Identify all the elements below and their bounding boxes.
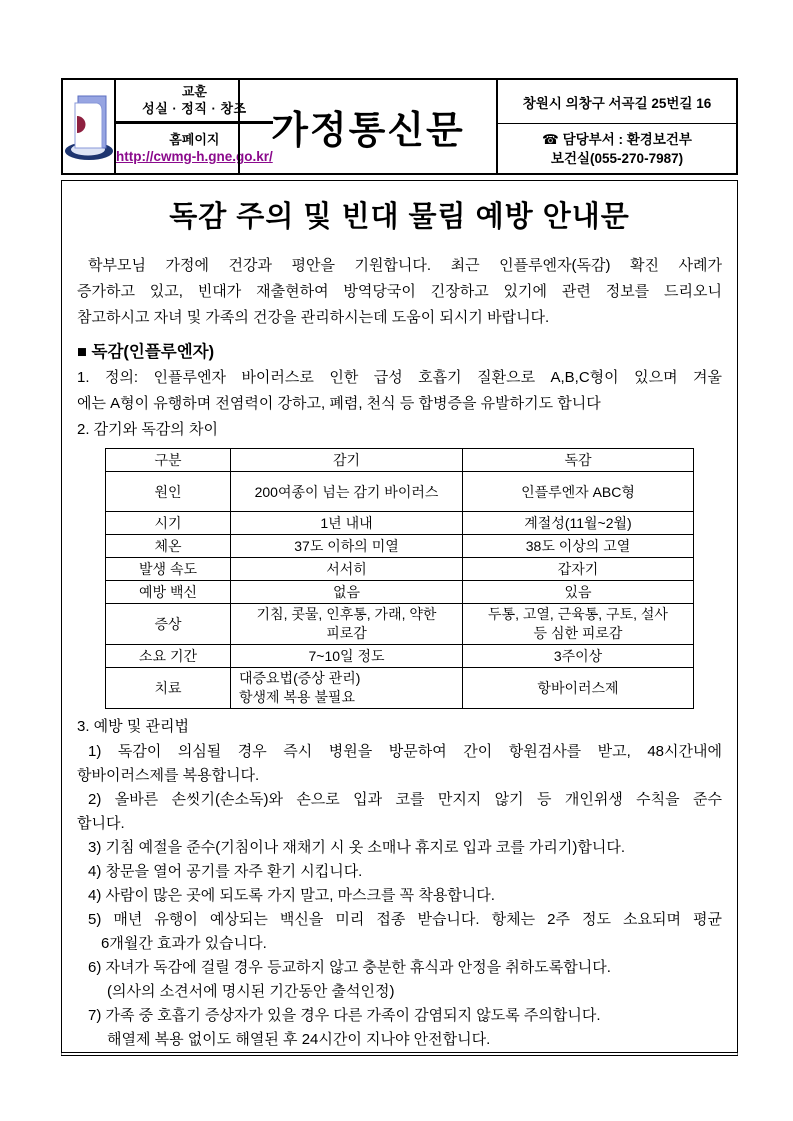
school-logo-icon — [64, 93, 114, 161]
flu-cell — [463, 604, 694, 645]
cold-cell: 37도 이하의 미열 — [231, 535, 463, 558]
document-body — [61, 180, 738, 1056]
flu-cell: 항바이러스제 — [463, 668, 694, 709]
prevention-item — [77, 788, 722, 836]
cold-cell: 없음 — [231, 581, 463, 604]
flu-cell: 계절성(11월~2월) — [463, 512, 694, 535]
department-info — [542, 130, 692, 149]
doc-type-title: 가정통신문 — [238, 80, 496, 173]
text-line: 2) 올바른 손씻기(손소독)와 손으로 입과 코를 만지지 않기 등 개인위생 수칙을 준수 — [88, 791, 722, 808]
table-header-row — [106, 449, 694, 472]
row-label: 증상 — [106, 604, 231, 645]
table-row — [106, 558, 694, 581]
cell-line: 기침, 콧물, 인후통, 가래, 약한 — [256, 606, 437, 622]
text-line: 6개월간 효과가 있습니다. — [101, 935, 267, 952]
text-line: 1. 정의: 인플루엔자 바이러스로 인한 급성 호흡기 질환으로 A,B,C형이 있으며 겨울 — [77, 369, 722, 386]
section-heading-difference: 2. 감기와 독감의 차이 — [77, 421, 218, 438]
flu-cell: 3주이상 — [463, 645, 694, 668]
motto-homepage-cell — [114, 80, 273, 173]
cold-cell — [231, 668, 463, 709]
text-line: 1) 독감이 의심될 경우 즉시 병원을 방문하여 간이 항원검사를 받고, 48시간내에 — [88, 743, 722, 760]
phone-icon: ☎ — [542, 131, 559, 147]
row-label: 소요 기간 — [106, 645, 231, 668]
cell-line: 등 심한 피로감 — [533, 625, 623, 641]
flu-cell: 있음 — [463, 581, 694, 604]
row-label: 치료 — [106, 668, 231, 709]
text-line: 3) 기침 예절을 준수(기침이나 재채기 시 옷 소매나 휴지로 입과 코를 가리기)합니다. — [88, 839, 626, 856]
table-row — [106, 581, 694, 604]
flu-cell: 38도 이상의 고열 — [463, 535, 694, 558]
prevention-item — [77, 740, 722, 788]
school-address: 창원시 의창구 서곡길 25번길 16 — [522, 95, 712, 111]
cell-line: 피로감 — [326, 625, 367, 641]
prevention-item — [77, 956, 722, 1004]
cell-line: 항생제 복용 불필요 — [239, 689, 355, 705]
col-header-cold: 감기 — [231, 449, 463, 472]
section-heading-flu: ■ 독감(인플루엔자) — [77, 343, 215, 361]
table-row — [106, 512, 694, 535]
text-line: 학부모님 가정에 건강과 평안을 기원합니다. 최근 인플루엔자(독감) 확진 사례가 — [88, 257, 722, 274]
flu-cell: 갑자기 — [463, 558, 694, 581]
text-line: 4) 창문을 열어 공기를 자주 환기 시킵니다. — [88, 863, 363, 880]
cell-line: 두통, 고열, 근육통, 구토, 설사 — [488, 606, 668, 622]
row-label: 발생 속도 — [106, 558, 231, 581]
text-line: 5) 매년 유행이 예상되는 백신을 미리 접종 받습니다. 항체는 2주 정도 소요되며 평균 — [88, 911, 722, 928]
table-row — [106, 668, 694, 709]
definition-paragraph — [77, 365, 722, 417]
section-heading-prevention: 3. 예방 및 관리법 — [77, 718, 189, 735]
homepage-label: 홈페이지 — [169, 132, 220, 147]
text-line: 에는 A형이 유행하며 전염력이 강하고, 폐렴, 천식 등 합병증을 유발하기도 합니다 — [77, 395, 601, 412]
prevention-item — [77, 860, 722, 884]
row-label: 체온 — [106, 535, 231, 558]
text-line: 참고하시고 자녀 및 가족의 건강을 관리하시는데 도움이 되시기 바랍니다. — [77, 309, 550, 326]
text-line: 합니다. — [77, 815, 125, 832]
cold-cell: 1년 내내 — [231, 512, 463, 535]
row-label: 시기 — [106, 512, 231, 535]
cold-cell: 7~10일 정도 — [231, 645, 463, 668]
sheet — [61, 78, 738, 1056]
table-row — [106, 535, 694, 558]
prevention-item — [77, 1004, 722, 1052]
motto-text: 성실 · 정직 · 창조 — [142, 101, 247, 116]
intro-paragraph — [77, 253, 722, 331]
text-line: (의사의 소견서에 명시된 기간동안 출석인정) — [107, 983, 395, 1000]
flu-cell: 인플루엔자 ABC형 — [463, 472, 694, 512]
col-header-category: 구분 — [106, 449, 231, 472]
cold-cell — [231, 604, 463, 645]
table-row — [106, 645, 694, 668]
document-header — [61, 78, 738, 175]
text-line: 증가하고 있고, 빈대가 재출현하여 방역당국이 긴장하고 있기에 관련 정보를 드리오니 — [77, 283, 722, 300]
cell-line: 대증요법(증상 관리) — [239, 670, 361, 686]
department-text: 담당부서 : 환경보건부 — [558, 131, 692, 147]
prevention-item — [77, 836, 722, 860]
motto-label: 교훈 — [181, 84, 207, 99]
logo-cell — [63, 80, 114, 173]
table-row — [106, 604, 694, 645]
text-line: 항바이러스제를 복용합니다. — [77, 767, 260, 784]
text-line: 해열제 복용 없이도 해열된 후 24시간이 지나야 안전합니다. — [107, 1031, 491, 1048]
office-phone: 보건실(055-270-7987) — [550, 150, 684, 166]
department-block — [498, 124, 736, 173]
text-line: 6) 자녀가 독감에 걸릴 경우 등교하지 않고 충분한 휴식과 안정을 취하도록합니다. — [88, 959, 611, 976]
address-block — [498, 80, 736, 124]
row-label: 예방 백신 — [106, 581, 231, 604]
cold-cell: 서서히 — [231, 558, 463, 581]
table-row — [106, 472, 694, 512]
comparison-table — [105, 448, 694, 709]
prevention-item — [77, 884, 722, 908]
row-label: 원인 — [106, 472, 231, 512]
col-header-flu: 독감 — [463, 449, 694, 472]
text-line: 7) 가족 중 호흡기 증상자가 있을 경우 다른 가족이 감염되지 않도록 주의합니다. — [88, 1007, 601, 1024]
cold-cell: 200여종이 넘는 감기 바이러스 — [231, 472, 463, 512]
notice-title: 독감 주의 및 빈대 물림 예방 안내문 — [169, 201, 630, 233]
homepage-link[interactable]: http://cwmg-h.gne.go.kr/ — [116, 149, 273, 164]
text-line: 4) 사람이 많은 곳에 되도록 가지 말고, 마스크를 꼭 착용합니다. — [88, 887, 495, 904]
contact-cell — [496, 80, 736, 173]
prevention-item — [77, 908, 722, 956]
